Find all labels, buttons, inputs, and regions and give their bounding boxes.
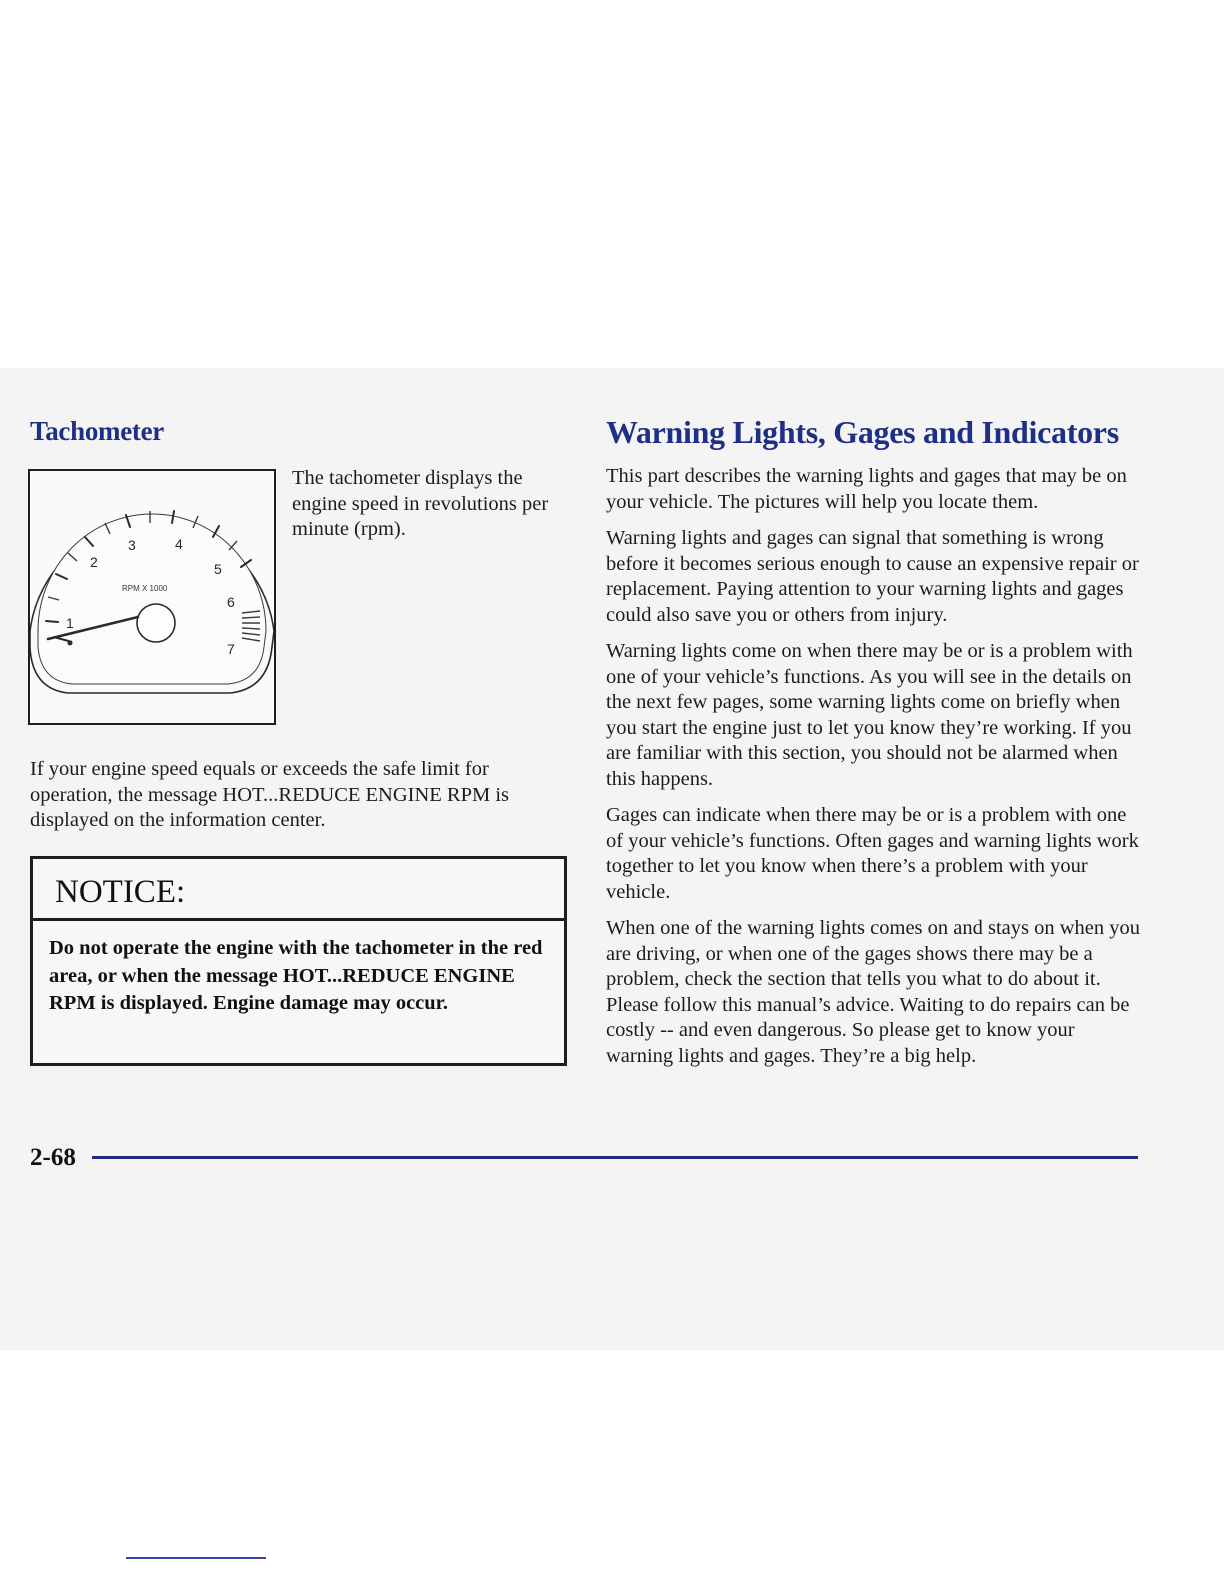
gauge-scale-label: 3: [128, 537, 136, 553]
bottom-divider: [126, 1557, 266, 1559]
notice-title: NOTICE:: [33, 859, 564, 921]
paragraph: This part describes the warning lights and gages that may be on your vehicle. The pictures will help you locate them.: [606, 465, 1127, 513]
gauge-scale-label: 5: [214, 561, 222, 577]
gauge-scale-label: 6: [227, 594, 235, 610]
warning-lights-heading: Warning Lights, Gages and Indicators: [606, 414, 1119, 450]
tachometer-intro-text: The tachometer displays the engine speed in revolutions per minute (rpm).: [292, 467, 549, 540]
paragraph: When one of the warning lights comes on and stays on when you are driving, or when one of the gages shows there may be a problem, check the section that tells you what to do about it. Please follow this manual’s advice. Waiting to do repairs can be costly -- and even dangerous. So please get to know your warning lights and gages. They’re a big help.: [606, 917, 1141, 1067]
gauge-scale-label: 7: [227, 641, 235, 657]
tachometer-gauge-icon: [30, 471, 274, 723]
page-footer: [30, 1142, 1140, 1174]
paragraph: Gages can indicate when there may be or is a problem with one of your vehicle’s functions. Often gages and warning lights work together to let you know when there’s a problem with your vehicle.: [606, 804, 1139, 903]
gauge-unit-label: RPM X 1000: [122, 584, 168, 593]
notice-text: Do not operate the engine with the tachometer in the red area, or when the message HOT...REDUCE ENGINE RPM is displayed. Engine damage may occur.: [49, 937, 543, 1014]
tachometer-illustration: [28, 469, 276, 725]
gauge-scale-label: 2: [90, 554, 98, 570]
paragraph: Warning lights come on when there may be or is a problem with one of your vehicle’s functions. As you will see in the details on the next few pages, some warning lights come on briefly when you start the engine just to let you know they’re working. If you are familiar with this section, you should not be alarmed when this happens.: [606, 640, 1133, 790]
page-number: 2-68: [30, 1144, 76, 1171]
notice-box: [30, 856, 567, 1066]
tachometer-heading: Tachometer: [30, 416, 164, 446]
gauge-scale-label: 4: [175, 536, 183, 552]
paragraph: Warning lights and gages can signal that something is wrong before it becomes serious enough to cause an expensive repair or replacement. Paying attention to your warning lights and gages could also save you or others from injury.: [606, 527, 1139, 626]
footer-rule: [92, 1156, 1138, 1159]
warning-lights-section: [606, 464, 1146, 1080]
tachometer-body-text: If your engine speed equals or exceeds the safe limit for operation, the message HOT...REDUCE ENGINE RPM is displayed on the information center.: [30, 758, 510, 831]
gauge-scale-label: 1: [66, 615, 74, 631]
